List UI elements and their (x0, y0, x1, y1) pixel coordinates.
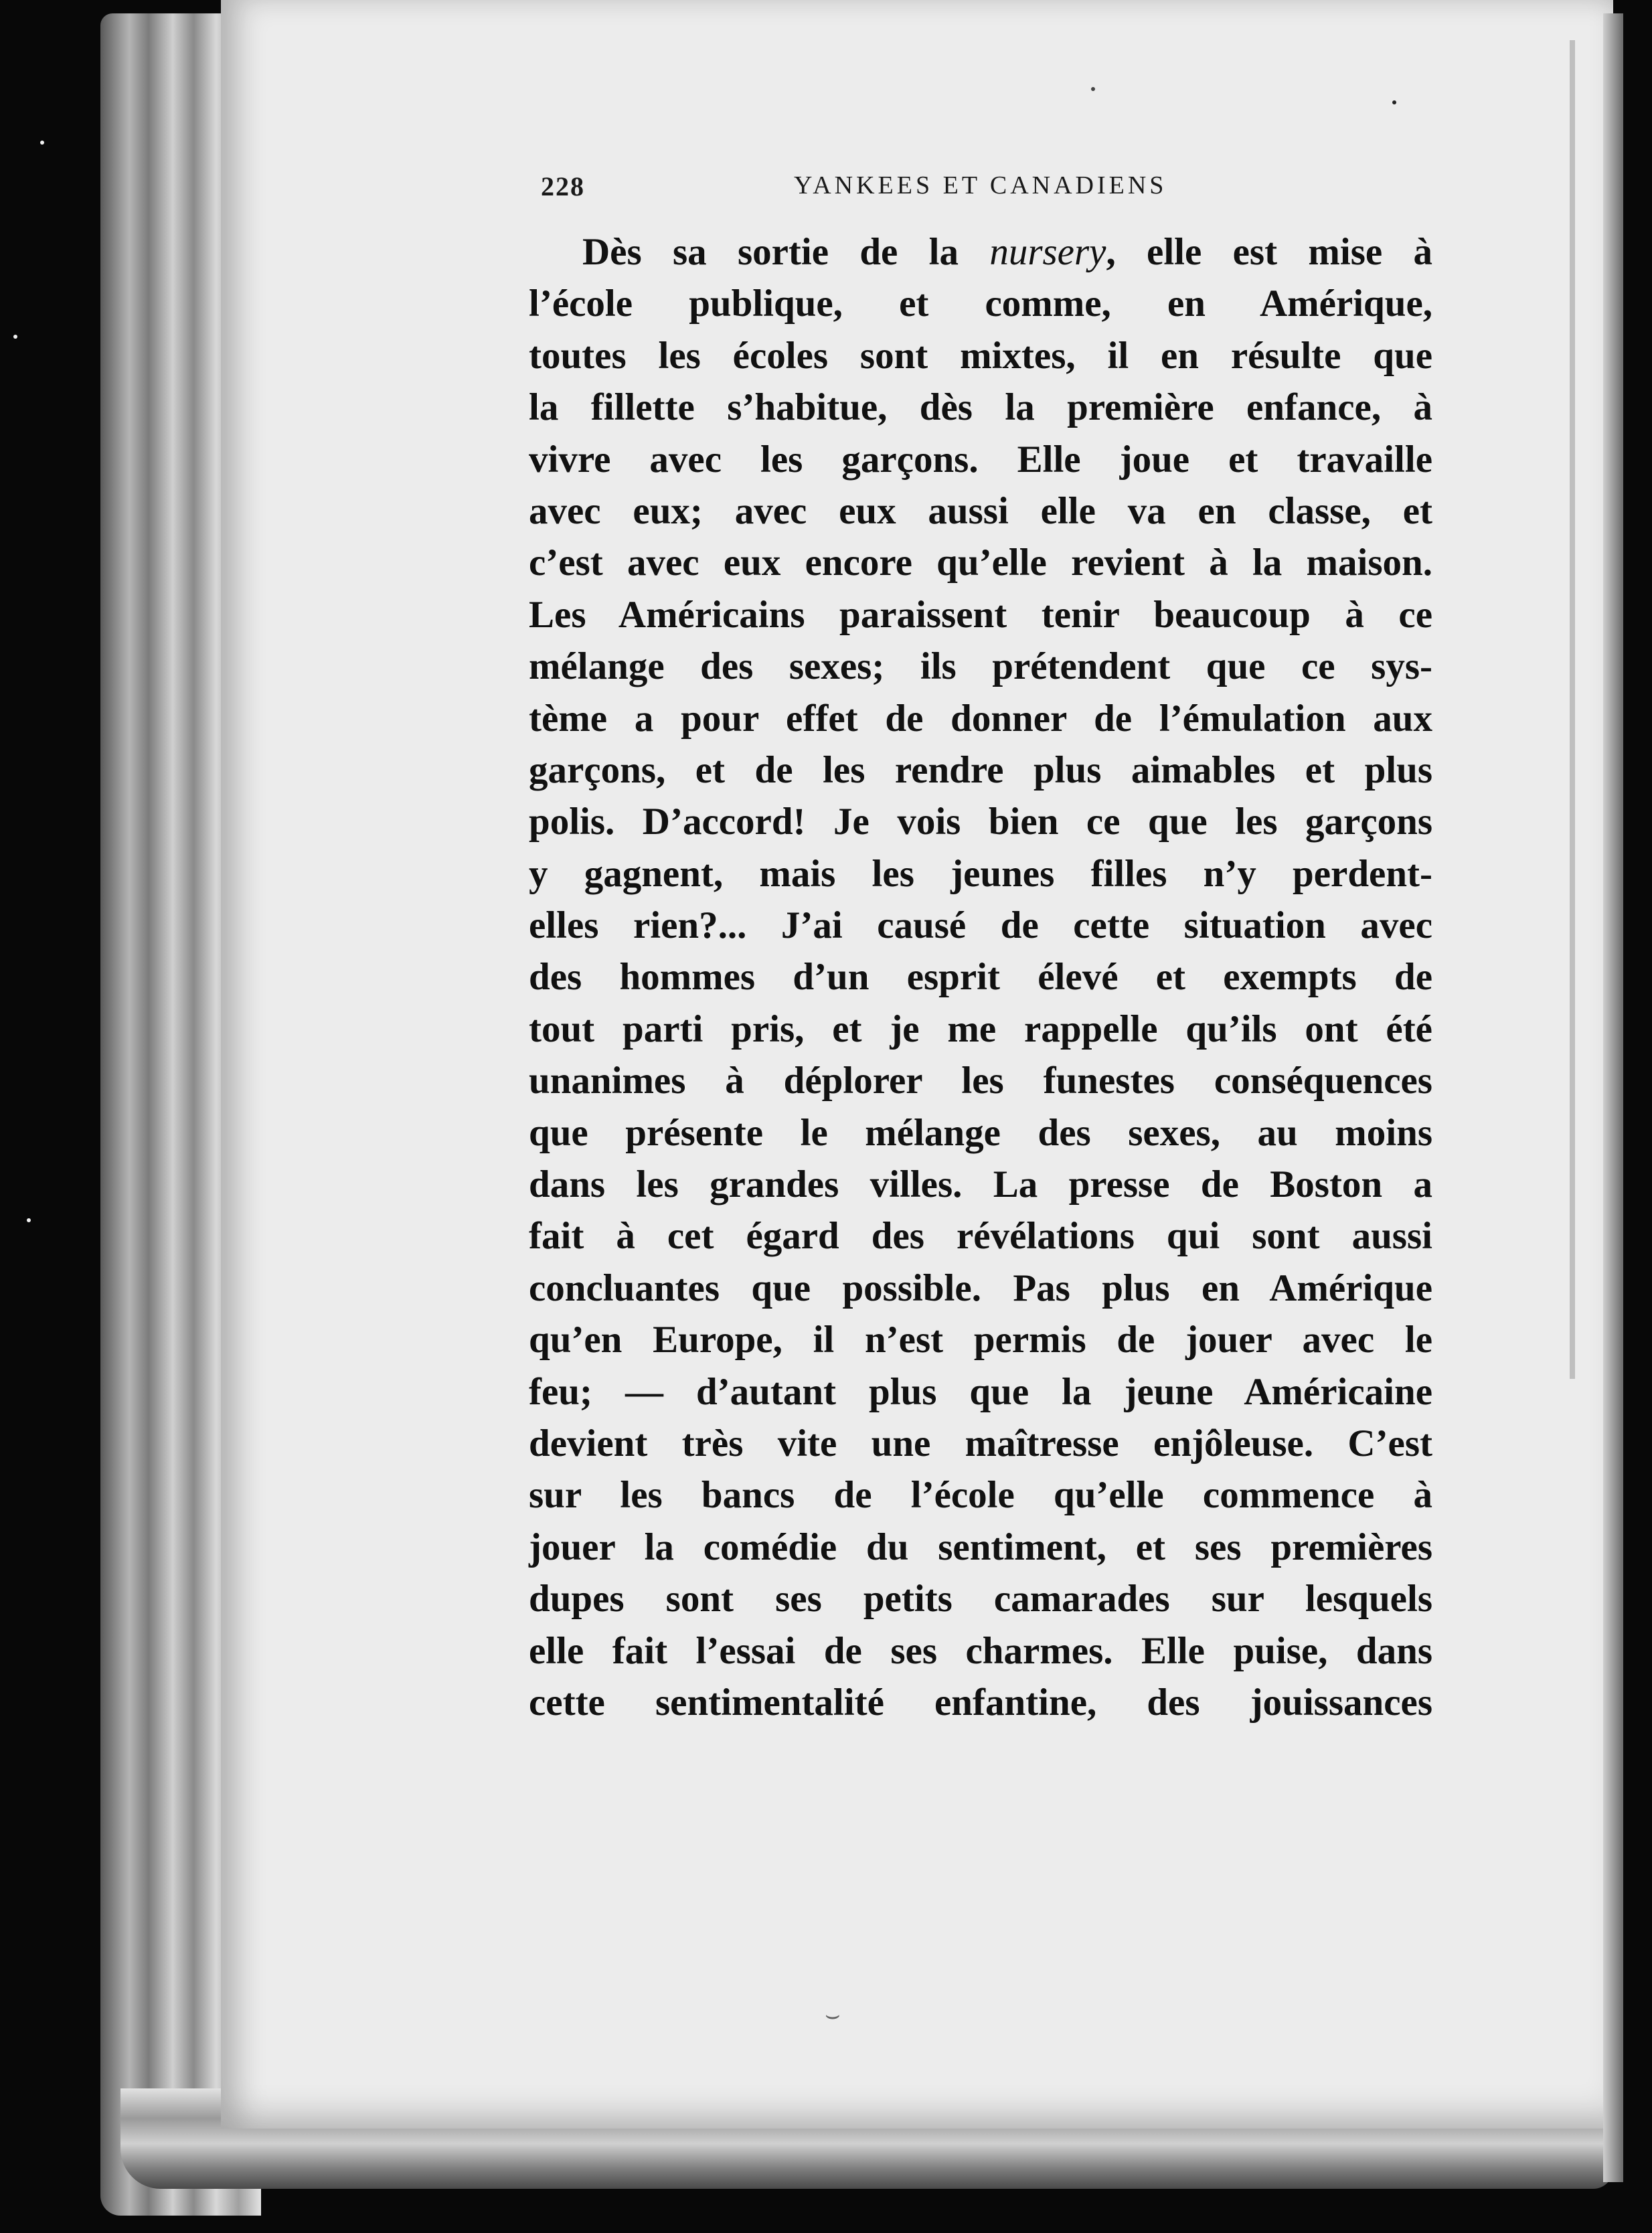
right-page-edge (1603, 13, 1623, 2182)
text-line: garçons, et de les rendre plus aimables et plus (529, 748, 1432, 791)
body-text (529, 226, 1432, 1728)
text-line: tout parti pris, et je me rappelle qu’ils ont été (529, 1007, 1432, 1050)
text-line: jouer la comédie du sentiment, et ses premières (529, 1525, 1432, 1568)
gutter-line (1570, 40, 1575, 1379)
italic-word: nursery (989, 231, 1106, 273)
text-line: qu’en Europe, il n’est permis de jouer avec le (529, 1319, 1432, 1361)
text-line: c’est avec eux encore qu’elle revient à la maison. (529, 542, 1432, 584)
text-line: devient très vite une maîtresse enjôleuse. C’est (529, 1422, 1432, 1465)
text-line: la fillette s’habitue, dès la première enfance, à (529, 386, 1432, 429)
text-line: des hommes d’un esprit élevé et exempts de (529, 956, 1432, 999)
text-line: mélange des sexes; ils prétendent que ce sys- (529, 645, 1432, 688)
text-line: dans les grandes villes. La presse de Boston a (529, 1163, 1432, 1206)
text-line: Les Américains paraissent tenir beaucoup à ce (529, 593, 1432, 636)
text-line: elles rien?... J’ai causé de cette situation avec (529, 904, 1432, 947)
text-line: fait à cet égard des révélations qui sont aussi (529, 1215, 1432, 1258)
scan-dust (13, 335, 17, 339)
page-header (541, 171, 1424, 211)
text-line: vivre avec les garçons. Elle joue et travaille (529, 438, 1432, 481)
scan-dust (27, 1218, 31, 1222)
printer-mark: ⌣ (825, 2001, 841, 2029)
text-line: avec eux; avec eux aussi elle va en classe, et (529, 489, 1432, 532)
text-line: Dès sa sortie de la nursery, elle est mise à (582, 231, 1432, 273)
text-line: feu; — d’autant plus que la jeune Américaine (529, 1370, 1432, 1413)
text-line: sur les bancs de l’école qu’elle commence à (529, 1474, 1432, 1517)
text-line: cette sentimentalité enfantine, des jouissances (529, 1681, 1432, 1724)
scan-dust (1091, 87, 1095, 91)
text-line: elle fait l’essai de ses charmes. Elle puise, dans (529, 1629, 1432, 1672)
text-line: y gagnent, mais les jeunes filles n’y perdent- (529, 852, 1432, 895)
text-line: toutes les écoles sont mixtes, il en résulte que (529, 334, 1432, 377)
running-head: YANKEES ET CANADIENS (794, 171, 1167, 199)
text-line: l’école publique, et comme, en Amérique, (529, 282, 1432, 325)
text-line: tème a pour effet de donner de l’émulation aux (529, 697, 1432, 740)
text-line: polis. D’accord! Je vois bien ce que les garçons (529, 801, 1432, 843)
scan-dust (1392, 100, 1396, 104)
scan-dust (40, 141, 44, 145)
text-line: dupes sont ses petits camarades sur lesquels (529, 1578, 1432, 1621)
page-number: 228 (541, 171, 585, 201)
text-line: unanimes à déplorer les funestes conséquences (529, 1060, 1432, 1102)
text-line: que présente le mélange des sexes, au moins (529, 1111, 1432, 1154)
text-line: concluantes que possible. Pas plus en Amérique (529, 1266, 1432, 1309)
